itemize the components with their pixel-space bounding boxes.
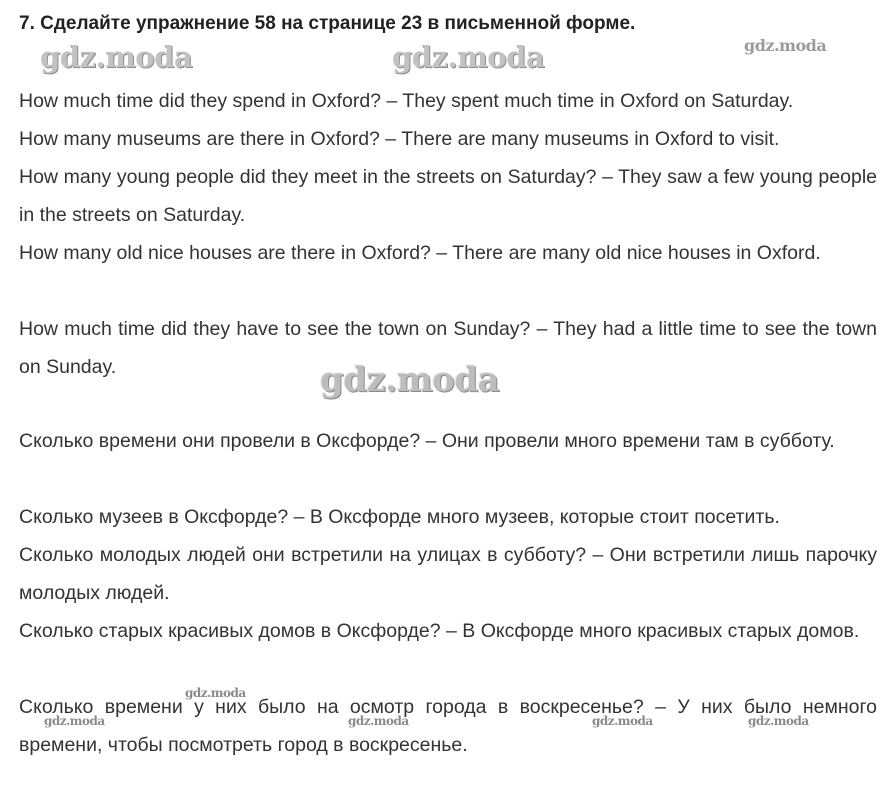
english-answer-1: How much time did they spend in Oxford? – They spent much time in Oxford on Saturday. [19, 90, 794, 112]
exercise-heading: 7. Сделайте упражнение 58 на странице 23 в письменной форме. [19, 13, 636, 34]
watermark-logo: gdz.moda [40, 40, 193, 74]
watermark-logo: gdz.moda [185, 686, 246, 700]
english-answer-5: How much time did they have to see the town on Sunday? – They had a little time to see the town on Sunday. [19, 318, 877, 378]
english-answer-4: How many old nice houses are there in Oxford? – There are many old nice houses in Oxford. [19, 242, 821, 264]
english-answer-3: How many young people did they meet in the streets on Saturday? – They saw a few young people in the streets on Saturday. [19, 166, 877, 226]
watermark-logo: gdz.moda [744, 36, 827, 55]
watermark-logo: gdz.moda [392, 40, 545, 74]
english-answer-2: How many museums are there in Oxford? – There are many museums in Oxford to visit. [19, 128, 780, 150]
russian-answer-3: Сколько молодых людей они встретили на улицах в субботу? – Они встретили лишь парочку молодых людей. [19, 544, 877, 604]
watermark-logo: gdz.moda [348, 714, 409, 728]
watermark-logo: gdz.moda [592, 714, 653, 728]
russian-answer-4: Сколько старых красивых домов в Оксфорде? – В Оксфорде много красивых старых домов. [19, 620, 860, 642]
watermark-logo: gdz.moda [320, 360, 500, 400]
russian-answer-1: Сколько времени они провели в Оксфорде? – Они провели много времени там в субботу. [19, 430, 835, 452]
watermark-logo: gdz.moda [748, 714, 809, 728]
russian-answer-5: Сколько времени у них было на осмотр города в воскресенье? – У них было немного времени, чтобы посмотреть город в воскресенье. [19, 696, 877, 756]
watermark-logo: gdz.moda [44, 714, 105, 728]
russian-answer-2: Сколько музеев в Оксфорде? – В Оксфорде много музеев, которые стоит посетить. [19, 506, 780, 528]
